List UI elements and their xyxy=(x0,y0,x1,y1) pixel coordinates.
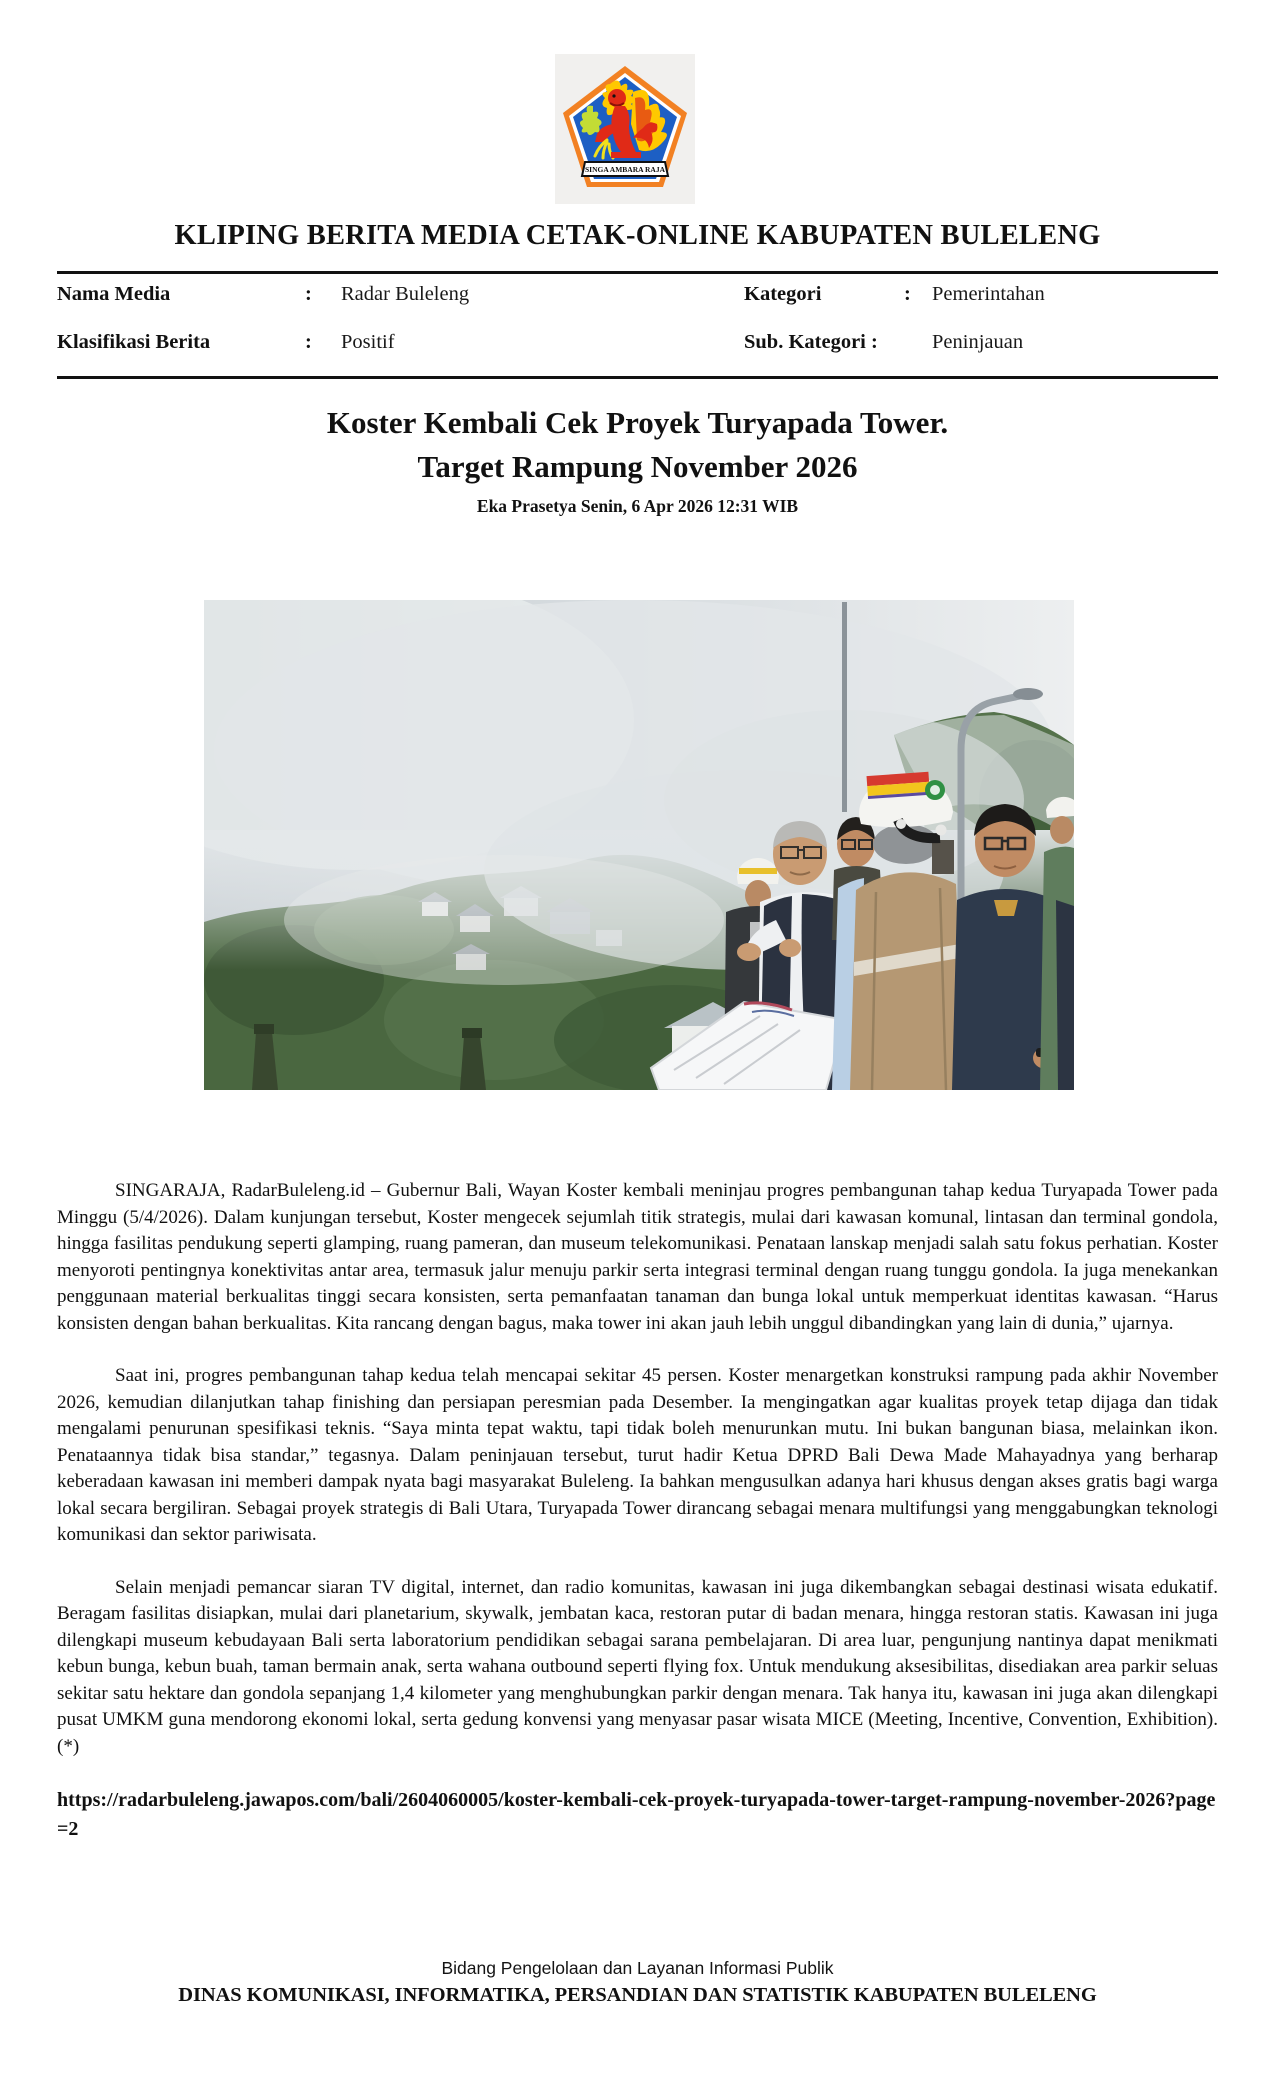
article-paragraph-1: SINGARAJA, RadarBuleleng.id – Gubernur Bali, Wayan Koster kembali meninjau progres pembangunan tahap kedua Turyapada Tower pada Minggu (5/4/2026). Dalam kunjungan tersebut, Koster mengecek sejumlah titik strategis, mulai dari kawasan komunal, lintasan dan terminal gondola, hingga fasilitas pendukung seperti glamping, ruang pameran, dan museum telekomunikasi. Penataan lanskap menjadi salah satu fokus perhatian. Koster menyoroti pentingnya konektivitas antar area, termasuk jalur menuju parkir serta integrasi terminal dengan ruang tunggu gondola. Ia juga menekankan penggunaan material berkualitas tinggi secara konsisten, serta pemanfaatan tanaman dan bunga lokal untuk memperkuat identitas kawasan. “Harus konsisten dengan bahan berkualitas. Kita rancang dengan bagus, maka tower ini akan jauh lebih unggul dibandingkan yang lain di dunia,” ujarnya. xyxy=(57,1180,1218,1334)
meta-row-2 xyxy=(57,331,1218,354)
meta-row-1 xyxy=(57,283,1218,306)
kategori-label: Kategori xyxy=(744,283,822,305)
crest-banner xyxy=(582,162,668,176)
article-title-line1: Koster Kembali Cek Proyek Turyapada Tower. xyxy=(326,405,949,440)
crest-banner-text: SINGA AMBARA RAJA xyxy=(584,165,666,174)
article-body xyxy=(57,1178,1218,1844)
singa-ambara-raja-crest-icon xyxy=(555,54,695,204)
article-title-line2: Target Rampung November 2026 xyxy=(417,449,858,484)
article-paragraph-3: Selain menjadi pemancar siaran TV digital, internet, dan radio komunitas, kawasan ini juga dikembangkan sebagai destinasi wisata edukatif. Beragam fasilitas disiapkan, mulai dari planetarium, skywalk, jembatan kaca, restoran putar di badan menara, hingga restoran statis. Kawasan ini juga dilengkapi museum kebudayaan Bali serta laboratorium pendidikan sebagai sarana pembelajaran. Di area luar, pengunjung nantinya dapat menikmati kebun bunga, kebun buah, taman bermain anak, serta wahana outbound seperti flying fox. Untuk mendukung aksesibilitas, disediakan area parkir seluas sekitar satu hektare dan gondola sepanjang 1,4 kilometer yang menghubungkan parkir dengan menara. Tak hanya itu, kawasan ini juga akan dilengkapi pusat UMKM guna mendorong ekonomi lokal, serta gedung konvensi yang menyasar pasar wisata MICE (Meeting, Incentive, Convention, Exhibition). (*) xyxy=(57,1576,1218,1757)
article-paragraph-2: Saat ini, progres pembangunan tahap kedua telah mencapai sekitar 45 persen. Koster menargetkan konstruksi rampung pada akhir November 2026, kemudian dilanjutkan tahap finishing dan persiapan peresmian pada Desember. Ia mengingatkan agar kualitas proyek tetap dijaga dan tidak mengalami penurunan spesifikasi teknis. “Saya minta tepat waktu, tapi tidak boleh menurunkan mutu. Ini bukan bangunan biasa, melainkan ikon. Penataannya tidak bisa standar,” tegasnya. Dalam peninjauan tersebut, turut hadir Ketua DPRD Bali Dewa Made Mahayadnya yang berharap keberadaan kawasan ini memberi dampak nyata bagi masyarakat Buleleng. Ia bahkan mengusulkan adanya hari khusus dengan akses gratis bagi warga lokal secara bergiliran. Sebagai proyek strategis di Bali Utara, Turyapada Tower dirancang sebagai menara multifungsi yang menggabungkan teknologi komunikasi dan sektor pariwisata. xyxy=(57,1365,1218,1545)
horizontal-rule-top xyxy=(57,271,1218,274)
kategori-colon: : xyxy=(904,283,911,305)
nama-media-label: Nama Media xyxy=(57,283,171,305)
document-title: KLIPING BERITA MEDIA CETAK-ONLINE KABUPATEN BULELENG xyxy=(174,220,1101,251)
sub-kategori-value: Peninjauan xyxy=(932,331,1024,353)
buleleng-crest-logo xyxy=(555,54,695,204)
footer-agency-line: DINAS KOMUNIKASI, INFORMATIKA, PERSANDIAN DAN STATISTIK KABUPATEN BULELENG xyxy=(178,1984,1097,2006)
article-photo xyxy=(204,600,1074,1090)
sub-kategori-label: Sub. Kategori : xyxy=(744,331,878,353)
site-inspection-photo xyxy=(204,600,1074,1090)
klasifikasi-label: Klasifikasi Berita xyxy=(57,331,211,353)
klasifikasi-colon: : xyxy=(305,331,312,353)
kategori-value: Pemerintahan xyxy=(932,283,1045,305)
horizontal-rule-bottom xyxy=(57,376,1218,379)
source-url-link[interactable]: https://radarbuleleng.jawapos.com/bali/2604060005/koster-kembali-cek-proyek-turyapada-tower-target-rampung-november-2026?page=2 xyxy=(57,1789,1216,1840)
nama-media-value: Radar Buleleng xyxy=(341,283,470,305)
nama-media-colon: : xyxy=(305,283,312,305)
klasifikasi-value: Positif xyxy=(341,331,395,353)
article-byline: Eka Prasetya Senin, 6 Apr 2026 12:31 WIB xyxy=(476,496,799,516)
footer-division-line: Bidang Pengelolaan dan Layanan Informasi Publik xyxy=(441,1958,834,1978)
